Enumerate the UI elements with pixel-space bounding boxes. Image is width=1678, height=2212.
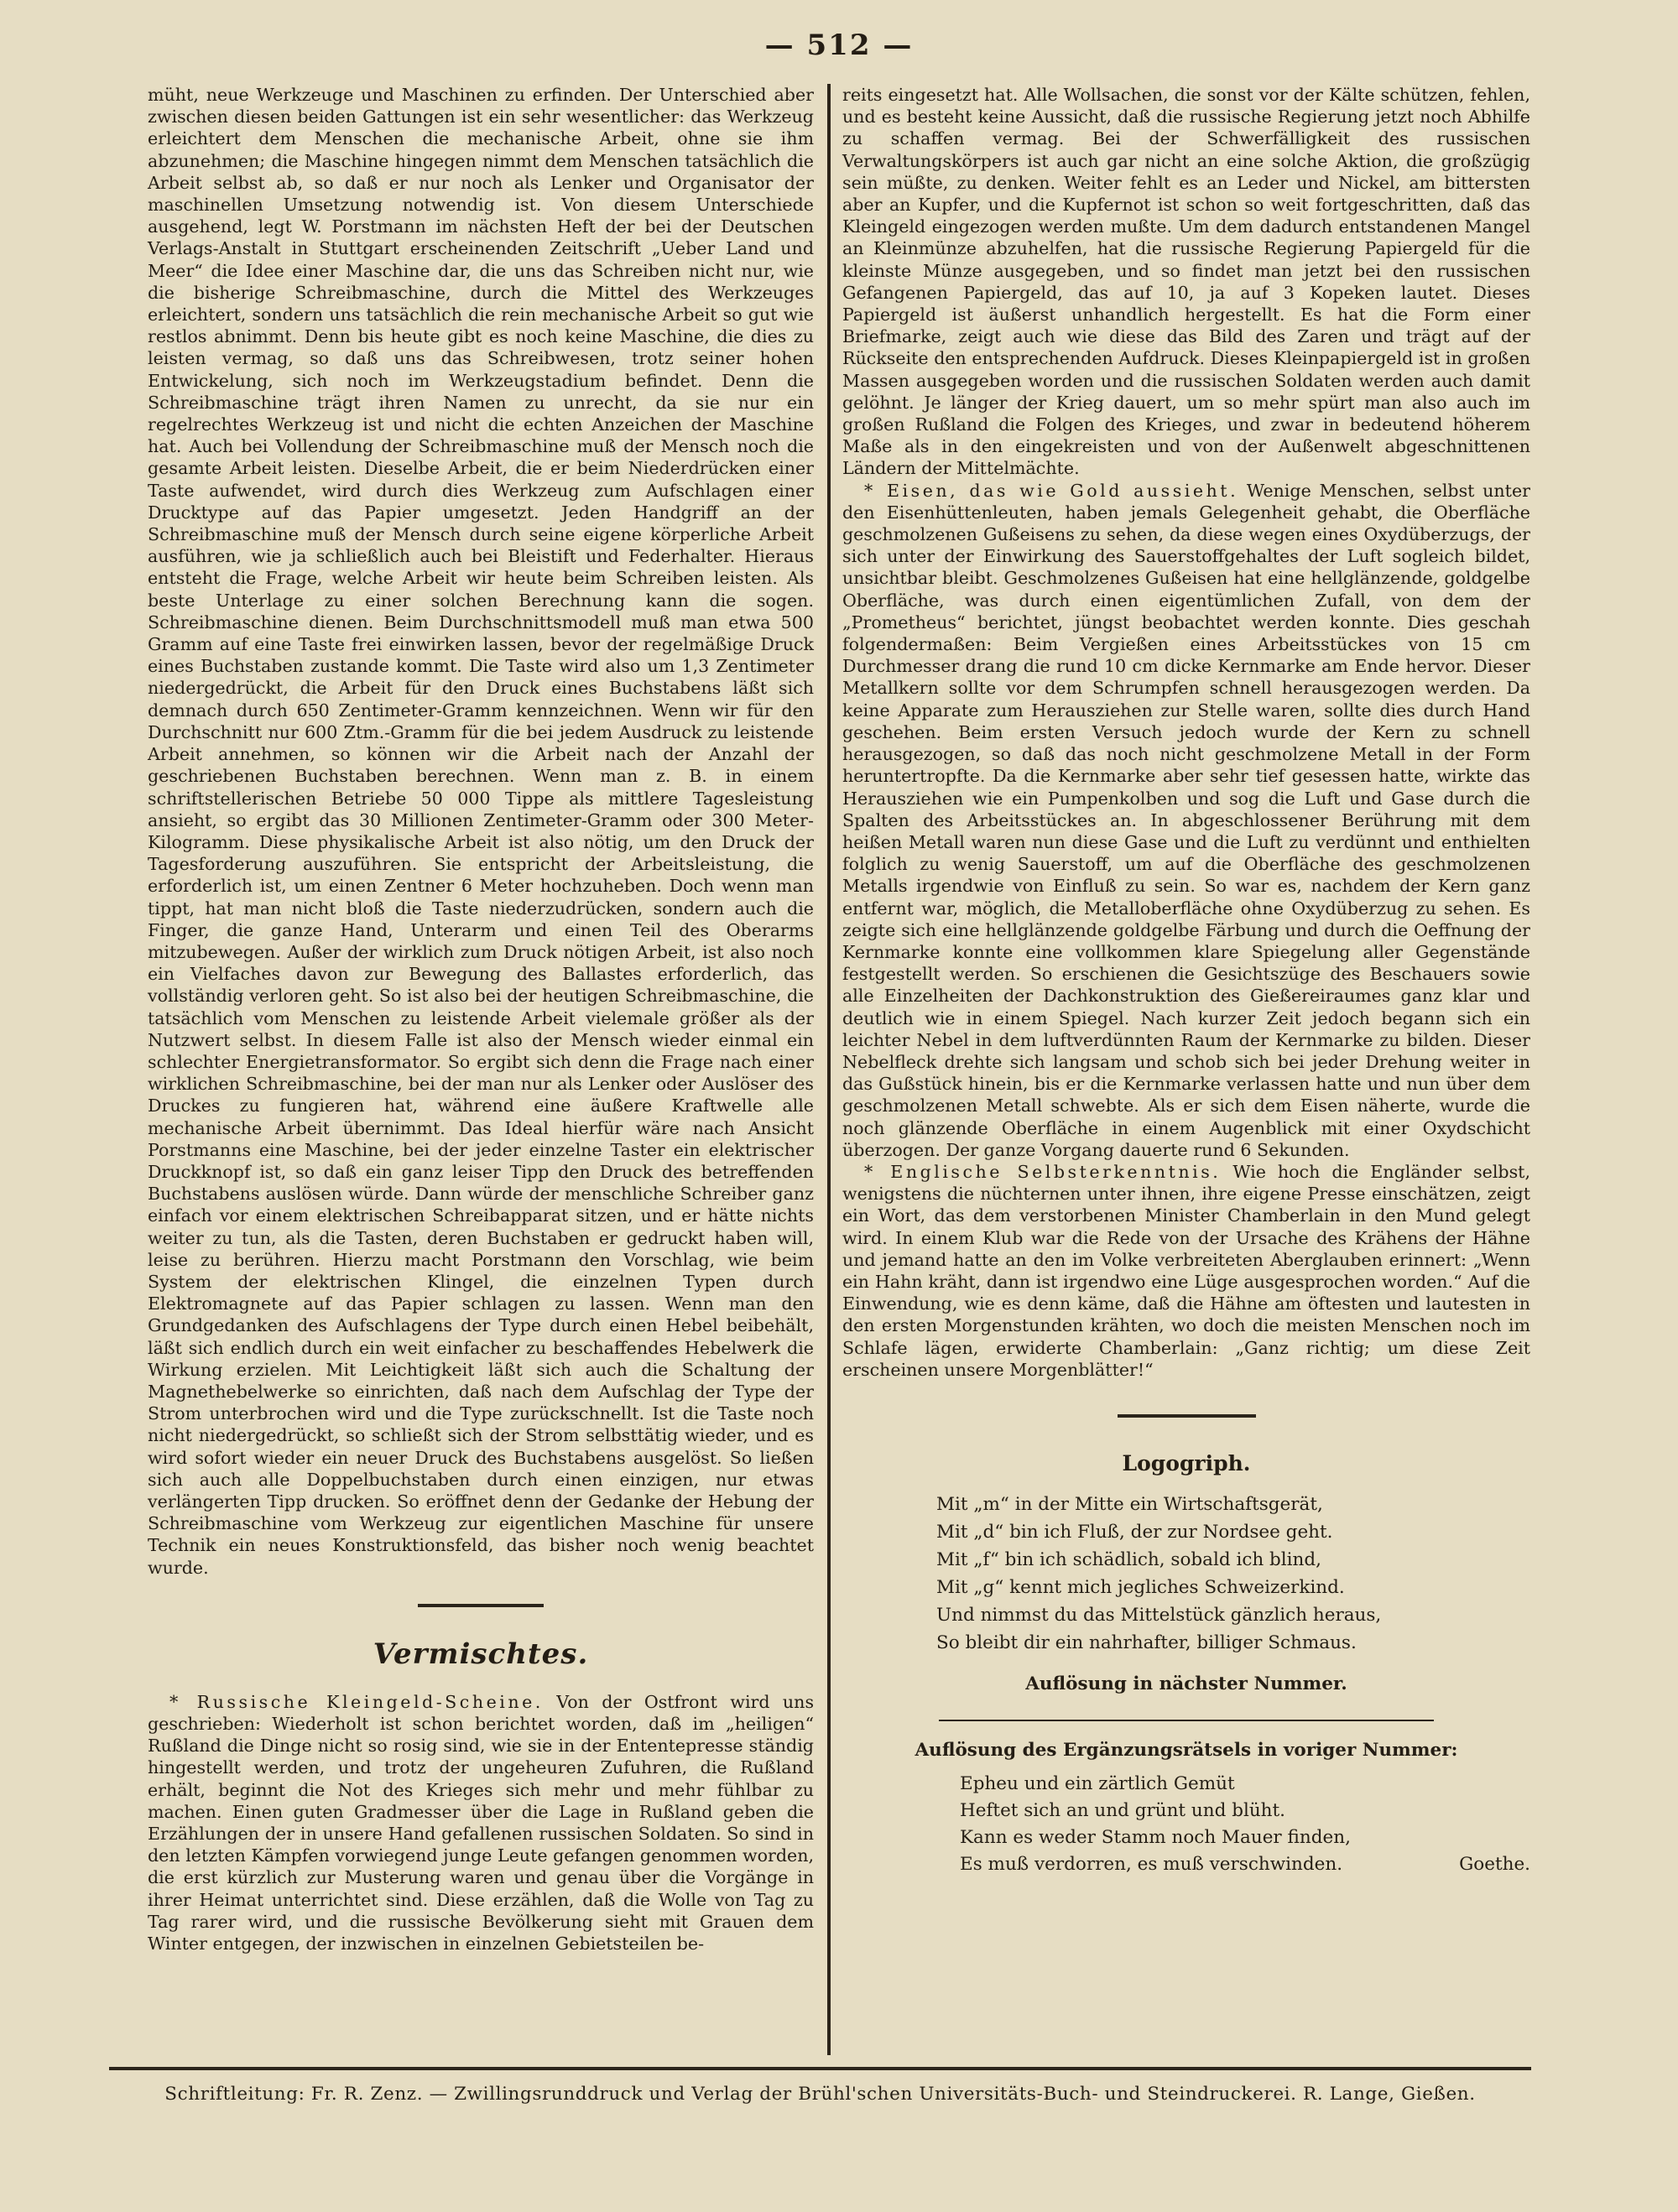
article-body: Wenige Menschen, selbst unter den Eisenhüttenleuten, haben jemals Gelegenheit gehabt, die Oberfläche geschmolzenen Gußeisens zu sehen, da diese wegen eines Oxydüberzugs, der sich unter der Einwirkung des Sauerstoffgehaltes der Luft sogleich bildet, unsichtbar bleibt. Geschmolzenes Gußeisen hat eine hellglänzende, goldgelbe Oberfläche, was durch einen eigentümlichen Zufall, von dem der „Prometheus“ berichtet, jüngst beobachtet werden konnte. Dies geschah folgendermaßen: Beim Vergießen eines Arbeitsstückes von 15 cm Durchmesser drang die rund 10 cm dicke Kernmarke am Ende hervor. Dieser Metallkern sollte vor dem Schrumpfen schnell herausgezogen werden. Da keine Apparate zum Herausziehen zur Stelle waren, sollte dies durch Hand geschehen. Beim ersten Versuch jedoch wurde der Kern zu schnell herausgezogen, so daß das noch nicht geschmolzene Metall in der Form heruntertropfte. Da die Kernmarke aber sehr tief gesessen hatte, wirkte das Herausziehen wie ein Pumpenkolben und sog die Luft und Gase durch die Spalten des Arbeitsstückes an. In abgeschlossener Berührung mit dem heißen Metall waren nun diese Gase und die Luft zu verdünnt und enthielten folglich zu wenig Sauerstoff, um auf die Oberfläche des geschmolzenen Metalls irgendwie von Einfluß zu sein. So war es, nachdem der Kern ganz entfernt war, möglich, die Metalloberfläche ohne Oxydüberzug zu sehen. Es zeigte sich eine hellglänzende goldgelbe Färbung und durch die Oeffnung der Kernmarke konnte eine vollkommen klare Spiegelung aller Gegenstände festgestellt werden. So erschienen die Gesichtszüge des Beschauers sowie alle Einzelheiten der Dachkonstruktion des Gießereiraumes ganz klar und deutlich wie in einem Spiegel. Nach kurzer Zeit jedoch begann sich ein leichter Nebel in dem luftverdünnten Raum der Kernmarke zu bilden. Dieser Nebelfleck drehte sich langsam und schob sich bei jeder Drehung weiter in das Gußstück hinein, bis er die Kernmarke verlassen hatte und nun über dem geschmolzenen Metall schwebte. Als er sich dem Eisen näherte, wurde die noch glänzende Oberfläche in einem Augenblick mit einer Oxydschicht überzogen. Der ganze Vorgang dauerte rund 6 Sekunden.: [842, 480, 1530, 1160]
article-body: Wie hoch die Engländer selbst, wenigstens die nüchternen unter ihnen, ihre eigene Presse einschätzen, zeigt ein Wort, das dem verstorbenen Minister Chamberlain in den Mund gelegt wird. In einem Klub war die Rede von der Ursache des Krähens der Hähne und jemand hatte an den im Volke verbreiteten Aberglauben erinnert: „Wenn ein Hahn kräht, dann ist irgendwo eine Lüge ausgesprochen worden.“ Auf die Einwendung, wie es denn käme, daß die Hähne am öftesten und lautesten in den ersten Morgenstunden krähten, wo doch die meisten Menschen noch im Schlafe lägen, erwiderte Chamberlain: „Ganz richtig; um diese Zeit erscheinen unsere Morgenblätter!“: [842, 1161, 1530, 1380]
section-divider: [1118, 1414, 1256, 1418]
verse-line: Mit „g“ kennt mich jegliches Schweizerkind.: [936, 1576, 1345, 1598]
poem-line: Epheu und ein zärtlich Gemüt: [960, 1772, 1235, 1794]
poem-author: Goethe.: [1459, 1853, 1530, 1875]
section-divider: [418, 1604, 544, 1607]
verse-line: Mit „d“ bin ich Fluß, der zur Nordsee geht.: [936, 1521, 1333, 1543]
logogriph-verse: [936, 1491, 1530, 1657]
article-lead: * Eisen, das wie Gold aussieht.: [864, 480, 1239, 501]
column-rule: [827, 84, 831, 2055]
article-russian-small-notes: [148, 1691, 814, 1954]
logogriph-solution-note: Auflösung in nächster Nummer.: [1025, 1673, 1347, 1694]
page-number: — 512 —: [764, 29, 914, 62]
poem-line: Kann es weder Stamm noch Mauer finden,: [960, 1826, 1351, 1848]
poem-line: Es muß verdorren, es muß verschwinden.: [960, 1853, 1343, 1875]
previous-solution-poem: [960, 1771, 1530, 1878]
section-heading: Vermischtes.: [373, 1637, 589, 1671]
left-column: [148, 84, 814, 1954]
article-lead: * Englische Selbsterkenntnis.: [864, 1161, 1222, 1182]
verse-line: So bleibt dir ein nahrhafter, billiger Schmaus.: [936, 1632, 1357, 1653]
poem-line: Heftet sich an und grünt und blüht.: [960, 1799, 1285, 1821]
article-body: Von der Ostfront wird uns geschrieben: Wiederholt ist schon berichtet worden, daß im „heiligen“ Rußland die Dinge nicht so rosig sind, wie sie in der Ententepresse ständig hingestellt werden, und trotz der ungeheuren Zufuhren, die Rußland erhält, beginnt die Not des Krieges sich mehr und mehr fühlbar zu machen. Einen guten Gradmesser über die Lage in Rußland geben die Erzählungen der in unsere Hand gefallenen russischen Soldaten. So sind in den letzten Kämpfen vorwiegend junge Leute gefangen genommen worden, die erst kürzlich zur Musterung waren und genau über die Vorgänge in ihrer Heimat unterrichtet sind. Diese erzählen, daß die Wolle von Tag zu Tag rarer wird, und die russische Bevölkerung sieht mit Grauen dem Winter entgegen, der inzwischen in einzelnen Gebietsteilen be-: [148, 1691, 815, 1954]
imprint-footer: Schriftleitung: Fr. R. Zenz. — Zwillingsrunddruck und Verlag der Brühl'schen Universitäts-Buch- und Steindruckerei. R. Lange, Gießen.: [164, 2084, 1476, 2105]
verse-line: Mit „f“ bin ich schädlich, sobald ich blind,: [936, 1548, 1322, 1570]
article-english-self-knowledge: [842, 1161, 1530, 1381]
article-lead: * Russische Kleingeld-Scheine.: [169, 1691, 544, 1712]
right-column: [842, 84, 1530, 1878]
verse-line: Mit „m“ in der Mitte ein Wirtschaftsgerät,: [936, 1493, 1323, 1515]
previous-solution-title: Auflösung des Ergänzungsrätsels in voriger Nummer:: [915, 1739, 1458, 1761]
article-continuation: reits eingesetzt hat. Alle Wollsachen, die sonst vor der Kälte schützen, fehlen, und es besteht keine Aussicht, daß die russische Regierung jetzt noch Abhilfe zu schaffen vermag. Bei der Schwerfälligkeit des russischen Verwaltungskörpers ist auch gar nicht an eine solche Aktion, die großzügig sein müßte, zu denken. Weiter fehlt es an Leder und Nickel, am bittersten aber an Kupfer, und die Kupfernot ist schon so weit fortgeschritten, daß das Kleingeld eingezogen werden mußte. Um dem dadurch entstandenen Mangel an Kleinmünze abzuhelfen, hat die russische Regierung Papiergeld für die kleinste Münze ausgegeben, und so findet man jetzt bei den russischen Gefangenen Papiergeld, das auf 10, ja auf 3 Kopeken lautet. Dieses Papiergeld ist äußerst unhandlich hergestellt. Es hat die Form einer Briefmarke, zeigt auch wie diese das Bild des Zaren und trägt auf der Rückseite den entsprechenden Aufdruck. Dieses Kleinpapiergeld ist in großen Massen ausgegeben worden und die russischen Soldaten werden auch damit gelöhnt. Je länger der Krieg dauert, um so mehr spürt man also auch im großen Rußland die Folgen des Krieges, und zwar in bedeutend höherem Maße als in den eingekreisten und von der Außenwelt abgeschnittenen Ländern der Mittelmächte.: [842, 85, 1530, 479]
logogriph-title: Logogriph.: [1122, 1450, 1251, 1476]
puzzle-divider: [939, 1720, 1434, 1721]
verse-line: Und nimmst du das Mittelstück gänzlich heraus,: [936, 1604, 1382, 1626]
article-iron-like-gold: [842, 480, 1530, 1161]
footer-rule: [109, 2067, 1531, 2070]
typewriter-article-text: müht, neue Werkzeuge und Maschinen zu erfinden. Der Unterschied aber zwischen diesen beiden Gattungen ist ein sehr wesentlicher: das Werkzeug erleichtert dem Menschen die mechanische Arbeit, ohne sie ihm abzunehmen; die Maschine hingegen nimmt dem Menschen tatsächlich die Arbeit selbst ab, so daß er nur noch als Lenker und Organisator der maschinellen Umsetzung notwendig ist. Von diesem Unterschiede ausgehend, legt W. Porstmann im nächsten Heft der bei der Deutschen Verlags-Anstalt in Stuttgart erscheinenden Zeitschrift „Ueber Land und Meer“ die Idee einer Maschine dar, die uns das Schreiben nicht nur, wie die bisherige Schreibmaschine, durch die Mittel des Werkzeuges erleichtert, sondern uns tatsächlich die rein mechanische Arbeit so gut wie restlos abnimmt. Denn bis heute gibt es noch keine Maschine, die dies zu leisten vermag, so daß uns das Schreibwesen, trotz seiner hohen Entwickelung, sich noch im Werkzeugstadium befindet. Denn die Schreibmaschine trägt ihren Namen zu unrecht, da sie nur ein regelrechtes Werkzeug ist und nicht die echten Anzeichen der Maschine hat. Auch bei Vollendung der Schreibmaschine muß der Mensch noch die gesamte Arbeit leisten. Dieselbe Arbeit, die er beim Niederdrücken einer Taste aufwendet, wird durch dies Werkzeug zum Aufschlagen einer Drucktype auf das Papier umgesetzt. Jeden Handgriff an der Schreibmaschine muß der Mensch durch seine eigene körperliche Arbeit ausführen, wie ja schließlich auch bei Bleistift und Federhalter. Hieraus entsteht die Frage, welche Arbeit wir heute beim Schreiben leisten. Als beste Unterlage zu einer solchen Berechnung kann die sogen. Schreibmaschine dienen. Beim Durchschnittsmodell muß man etwa 500 Gramm auf eine Taste frei einwirken lassen, bevor der regelmäßige Druck eines Buchstaben zustande kommt. Die Taste wird also um 1,3 Zentimeter niedergedrückt, die Arbeit für den Druck eines Buchstabens läßt sich demnach durch 650 Zentimeter-Gramm kennzeichnen. Wenn wir für den Durchschnitt nur 600 Ztm.-Gramm für die bei jedem Ausdruck zu leistende Arbeit annehmen, so können wir die Arbeit nach der Anzahl der geschriebenen Buchstaben berechnen. Wenn man z. B. in einem schriftstellerischen Betriebe 50 000 Tippe als mittlere Tagesleistung ansieht, so ergibt das 30 Millionen Zentimeter-Gramm oder 300 Meter-Kilogramm. Diese physikalische Arbeit ist also nötig, um den Druck der Tagesforderung auszuführen. Sie entspricht der Arbeitsleistung, die erforderlich ist, um einen Zentner 6 Meter hochzuheben. Doch wenn man tippt, hat man nicht bloß die Taste niederzudrücken, sondern auch die Finger, die ganze Hand, Unterarm und einen Teil des Oberarms mitzubewegen. Außer der wirklich zum Druck nötigen Arbeit, ist also noch ein Vielfaches davon zur Bewegung des Ballastes erforderlich, das vollständig verloren geht. So ist also bei der heutigen Schreibmaschine, die tatsächlich vom Menschen zu leistende Arbeit vielemale größer als der Nutzwert selbst. In diesem Falle ist also der Mensch wieder einmal ein schlechter Energietransformator. So ergibt sich denn die Frage nach einer wirklichen Schreibmaschine, bei der man nur als Lenker oder Auslöser des Druckes zu fungieren hat, während eine äußere Kraftwelle alle mechanische Arbeit übernimmt. Das Ideal hierfür wäre nach Ansicht Porstmanns eine Maschine, bei der jeder einzelne Taster ein elektrischer Druckknopf ist, so daß ein ganz leiser Tipp den Druck des betreffenden Buchstabens auslösen würde. Dann würde der menschliche Schreiber ganz einfach vor einem elektrischen Schreibapparat sitzen, und er hätte nichts weiter zu tun, als die Tasten, deren Buchstaben er gedruckt haben will, leise zu berühren. Hierzu macht Porstmann den Vorschlag, wie beim System der elektrischen Klingel, die einzelnen Typen durch Elektromagnete auf das Papier schlagen zu lassen. Wenn man den Grundgedanken des Aufschlagens der Type durch einen Hebel beibehält, läßt sich endlich durch ein weit einfacher zu beschaffendes Hebelwerk die Wirkung erzielen. Mit Leichtigkeit läßt sich auch die Schaltung der Magnethebelwerke so einrichten, daß nach dem Aufschlag der Type der Strom unterbrochen wird und die Type zurückschnellt. Ist die Taste noch nicht niedergedrückt, so schließt sich der Strom selbsttätig wieder, und es wird sofort wieder ein neuer Druck des Buchstabens ausgelöst. So ließen sich auch alle Doppelbuchstaben durch einen einzigen, nur etwas verlängerten Tipp drucken. So eröffnet denn der Gedanke der Hebung der Schreibmaschine vom Werkzeug zur eigentlichen Maschine für unsere Technik ein neues Konstruktionsfeld, das bisher noch wenig beachtet wurde.: [148, 85, 814, 1578]
